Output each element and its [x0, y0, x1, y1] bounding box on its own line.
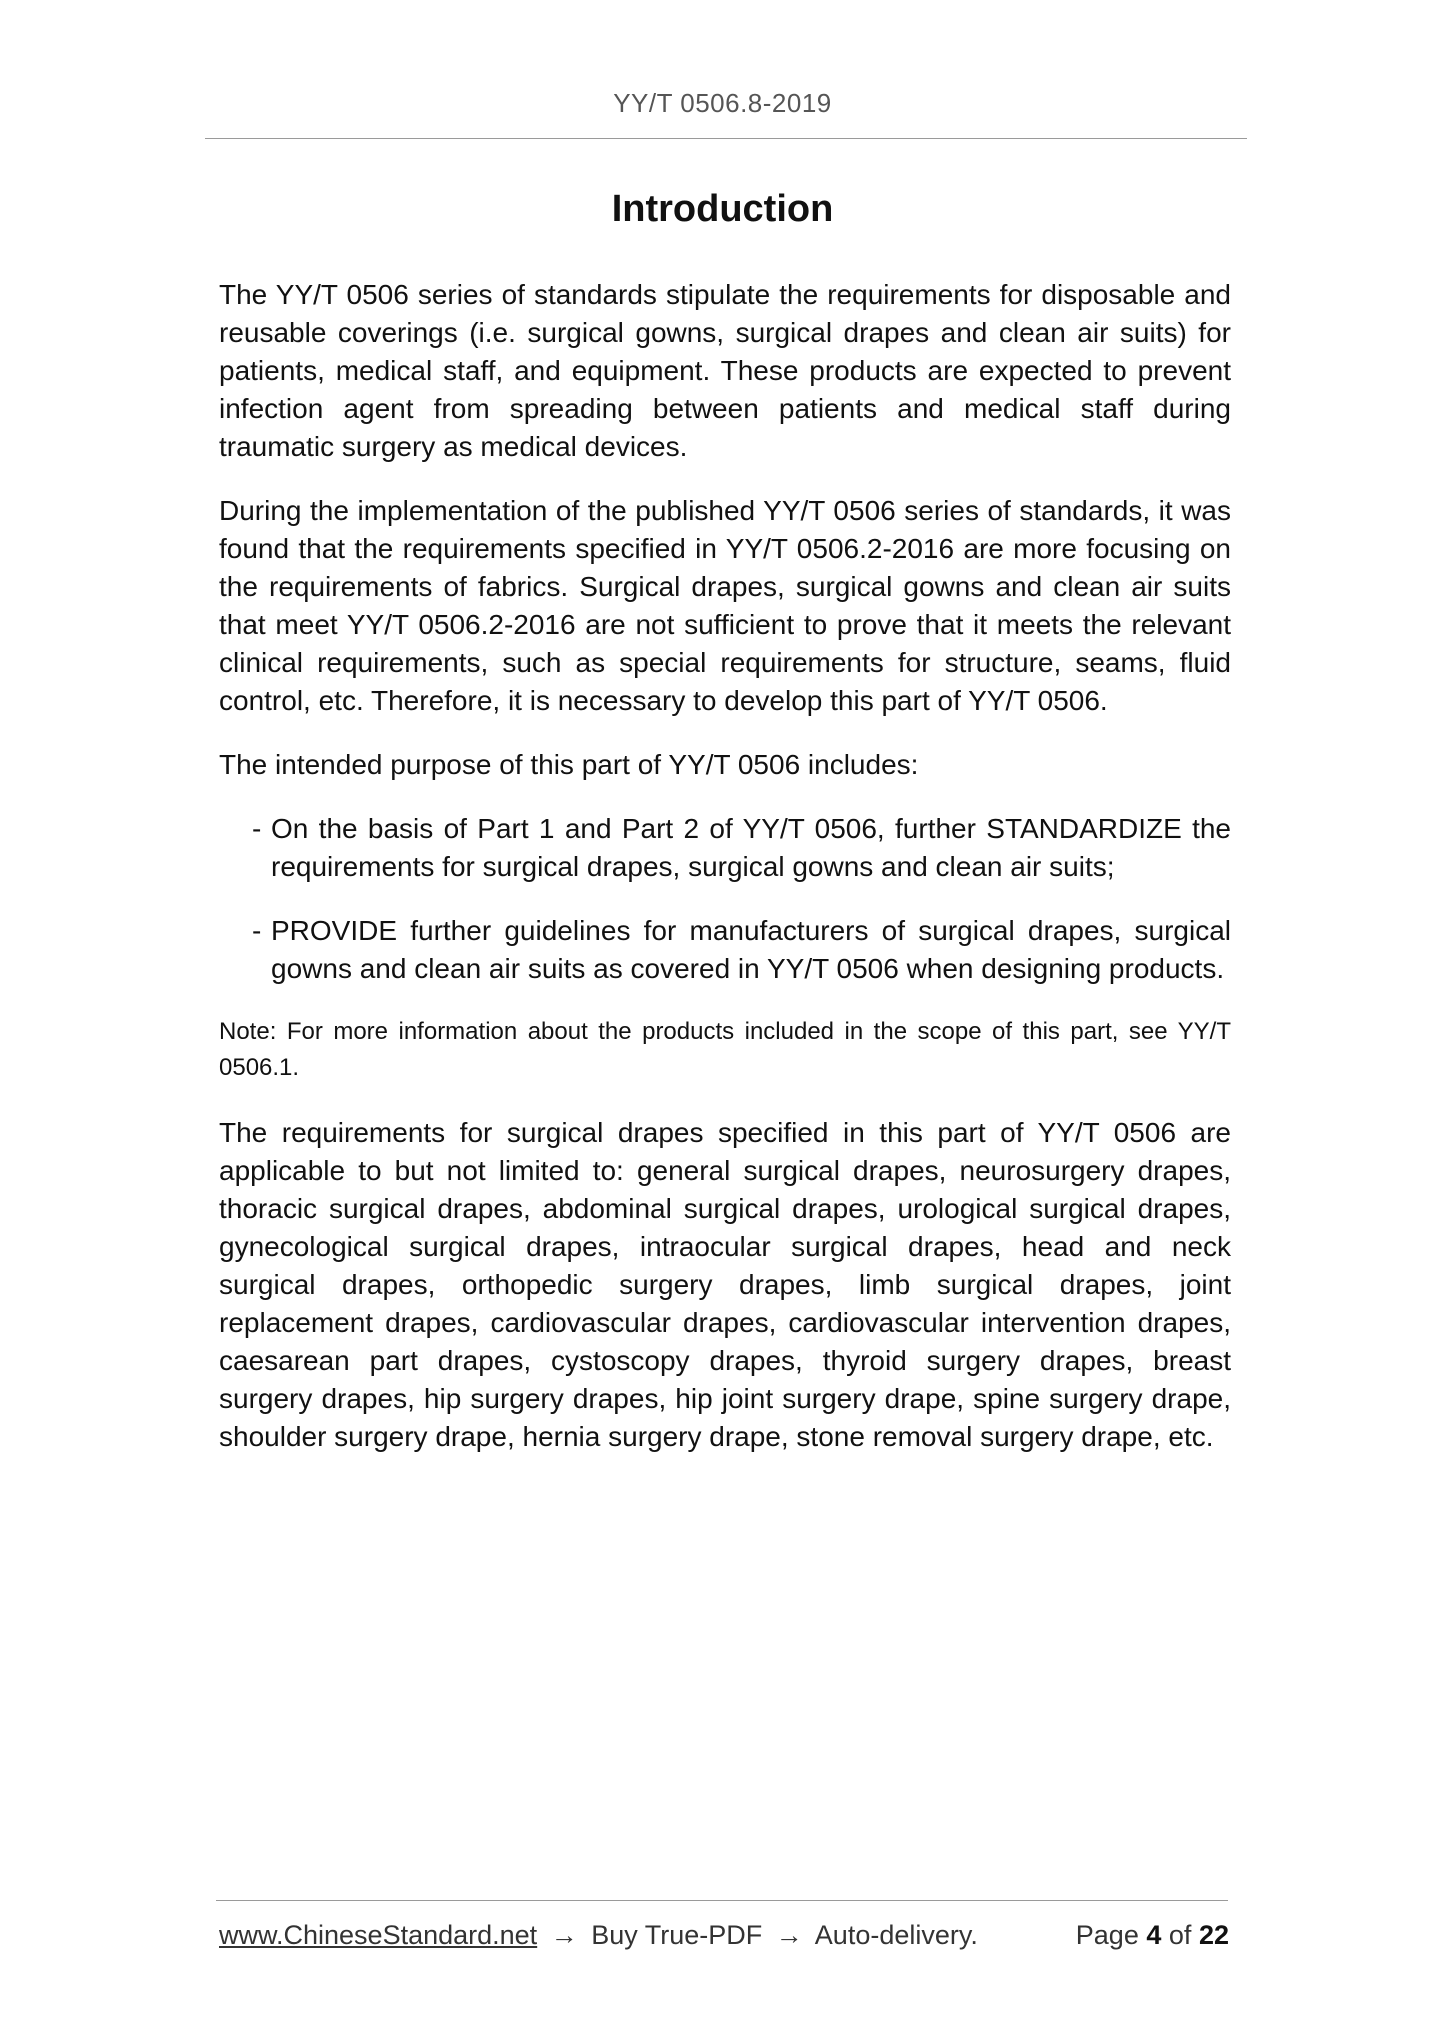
header-divider	[205, 138, 1247, 139]
page-of: of	[1168, 1920, 1192, 1950]
page-footer	[219, 1920, 1229, 1951]
intro-paragraph-3: The intended purpose of this part of YY/T 0506 includes:	[219, 749, 919, 780]
note: Note: For more information about the products included in the scope of this part, see YY/T 0506.1.	[219, 1018, 1231, 1081]
list-item	[219, 810, 1231, 886]
list-item-text: PROVIDE further guidelines for manufacturers of surgical drapes, surgical gowns and clean air suits as covered in YY/T 0506 when designing products.	[271, 915, 1231, 984]
intro-paragraph-2: During the implementation of the published YY/T 0506 series of standards, it was found that the requirements specified in YY/T 0506.2-2016 are more focusing on the requirements of fabrics. Surgical drapes, surgical gowns and clean air suits that meet YY/T 0506.2-2016 are not sufficient to prove that it meets the relevant clinical requirements, such as special requirements for structure, seams, fluid control, etc. Therefore, it is necessary to develop this part of YY/T 0506.	[219, 495, 1231, 716]
document-body	[219, 276, 1231, 1482]
page-current: 4	[1146, 1920, 1162, 1950]
page-number	[1076, 1920, 1229, 1951]
list-item-text: On the basis of Part 1 and Part 2 of YY/T 0506, further STANDARDIZE the requirements for surgical drapes, surgical gowns and clean air suits;	[271, 813, 1231, 882]
footer-divider	[216, 1900, 1228, 1901]
purpose-list	[219, 810, 1231, 988]
website-link[interactable]: www.ChineseStandard.net	[219, 1920, 538, 1950]
intro-paragraph-1: The YY/T 0506 series of standards stipulate the requirements for disposable and reusable coverings (i.e. surgical gowns, surgical drapes and clean air suits) for patients, medical staff, and equipment. These products are expected to prevent infection agent from spreading between patients and medical staff during traumatic surgery as medical devices.	[219, 279, 1231, 462]
arrow-icon: →	[775, 1920, 803, 1950]
buy-text: Buy True-PDF	[591, 1920, 763, 1950]
page-total: 22	[1198, 1920, 1229, 1950]
arrow-icon: →	[550, 1920, 578, 1950]
list-bullet: -	[252, 915, 262, 946]
delivery-text: Auto-delivery.	[814, 1920, 978, 1950]
list-bullet: -	[252, 813, 262, 844]
list-item	[219, 912, 1231, 988]
page-header: YY/T 0506.8-2019	[613, 88, 832, 118]
scope-paragraph: The requirements for surgical drapes specified in this part of YY/T 0506 are applicable to but not limited to: general surgical drapes, neurosurgery drapes, thoracic surgical drapes, abdominal surgical drapes, urological surgical drapes, gynecological surgical drapes, intraocular surgical drapes, head and neck surgical drapes, orthopedic surgery drapes, limb surgical drapes, joint replacement drapes, cardiovascular drapes, cardiovascular intervention drapes, caesarean part drapes, cystoscopy drapes, thyroid surgery drapes, breast surgery drapes, hip surgery drapes, hip joint surgery drape, spine surgery drape, shoulder surgery drape, hernia surgery drape, stone removal surgery drape, etc.	[219, 1117, 1231, 1452]
page-title: Introduction	[611, 188, 834, 230]
page-label: Page	[1075, 1920, 1139, 1950]
